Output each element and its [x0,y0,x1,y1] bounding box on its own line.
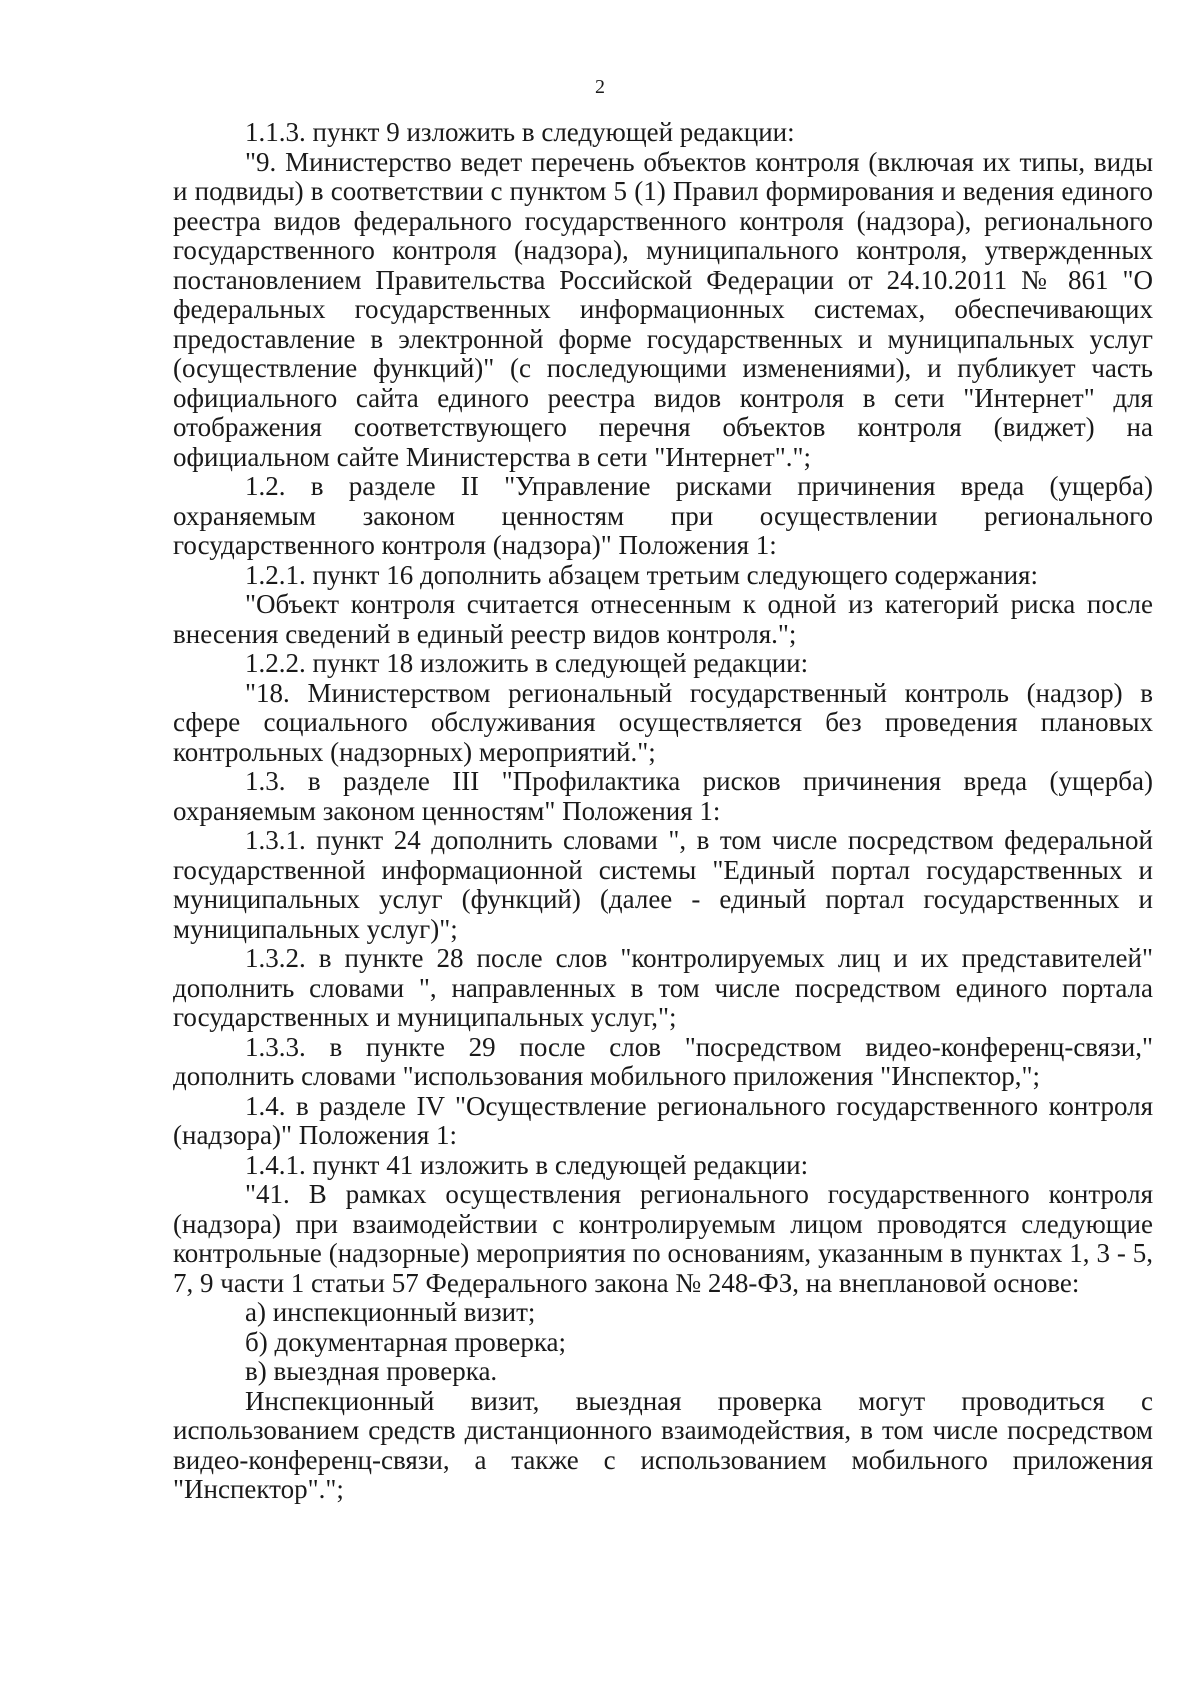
document-body [173,118,1153,1505]
paragraph-1-1-3: 1.1.3. пункт 9 изложить в следующей редакции: [245,117,795,147]
paragraph-1-3-2: 1.3.2. в пункте 28 после слов "контролируемых лиц и их представителей" дополнить словами ", направленных в том числе посредством единого портала государственных и муниципальных услуг,"; [173,943,1153,1032]
paragraph-1-3-3: 1.3.3. в пункте 29 после слов "посредством видео-конференц-связи," дополнить словами "использования мобильного приложения "Инспектор,"; [173,1031,1153,1091]
paragraph-1-3-1: 1.3.1. пункт 24 дополнить словами ", в том числе посредством федеральной государственной информационной системы "Единый портал государственных и муниципальных услуг (функций) (далее - единый портал государственных и муниципальных услуг)"; [173,825,1153,944]
paragraph-1-4: 1.4. в разделе IV "Осуществление регионального государственного контроля (надзора)" Положения 1: [173,1090,1153,1150]
list-item-b: б) документарная проверка; [245,1326,567,1357]
paragraph-item-41-text: "41. В рамках осуществления регионального государственного контроля (надзора) при взаимодействии с контролируемым лицом проводятся следующие контрольные (надзорные) мероприятия по основаниям, указанным в пунктах 1, 3 - 5, 7, 9 части 1 статьи 57 Федерального закона № 248-ФЗ, на внеплановой основе: [173,1179,1153,1298]
paragraph-item-9-text: "9. Министерство ведет перечень объектов контроля (включая их типы, виды и подвиды) в соответствии с пунктом 5 (1) Правил формирования и ведения единого реестра видов федерального государственного контроля (надзора), регионального государственного контроля (надзора), муниципального контроля, утвержденных постановлением Правительства Российской Федерации от 24.10.2011 № 861 "О федеральных государственных информационных системах, обеспечивающих предоставление в электронной форме государственных и муниципальных услуг (осуществление функций)" (с последующими изменениями), и публикует часть официального сайта единого реестра видов контроля в сети "Интернет" для отображения соответствующего перечня объектов контроля (виджет) на официальном сайте Министерства в сети "Интернет"."; [173,146,1153,472]
page-number: 2 [595,76,605,98]
paragraph-1-2: 1.2. в разделе II "Управление рисками причинения вреда (ущерба) охраняемым законом ценностям при осуществлении регионального государственного контроля (надзора)" Положения 1: [173,471,1153,560]
list-item-v: в) выездная проверка. [245,1356,498,1386]
paragraph-1-3: 1.3. в разделе III "Профилактика рисков причинения вреда (ущерба) охраняемым законом ценностям" Положения 1: [173,766,1153,826]
paragraph-item-18-text: "18. Министерством региональный государственный контроль (надзор) в сфере социального обслуживания осуществляется без проведения плановых контрольных (надзорных) мероприятий."; [173,677,1153,767]
paragraph-item-16-text: "Объект контроля считается отнесенным к одной из категорий риска после внесения сведений в единый реестр видов контроля."; [173,589,1153,649]
paragraph-1-2-2: 1.2.2. пункт 18 изложить в следующей редакции: [245,648,809,678]
paragraph-1-2-1: 1.2.1. пункт 16 дополнить абзацем третьим следующего содержания: [245,559,1038,590]
paragraph-1-4-1: 1.4.1. пункт 41 изложить в следующей редакции: [245,1149,809,1180]
paragraph-closing: Инспекционный визит, выездная проверка могут проводиться с использованием средств дистанционного взаимодействия, в том числе посредством видео-конференц-связи, а также с использованием мобильного приложения "Инспектор"."; [173,1385,1153,1504]
list-item-a: а) инспекционный визит; [245,1297,536,1327]
